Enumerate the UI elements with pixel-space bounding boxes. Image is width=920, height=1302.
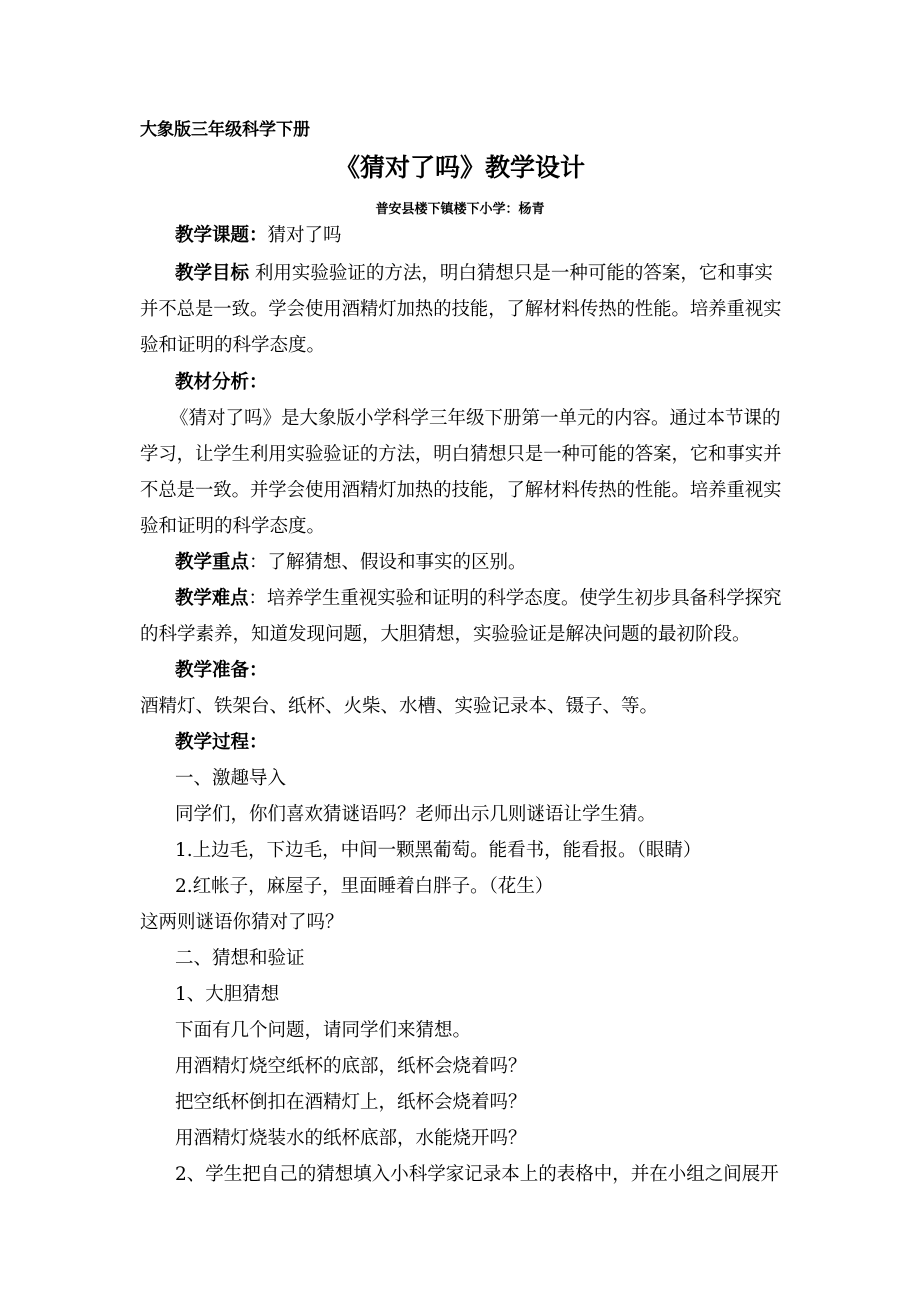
analysis-label: 教材分析： <box>175 372 268 393</box>
preparation-label: 教学准备： <box>175 660 268 681</box>
objective-text-1: 利用实验验证的方法，明白猜想只是一种可能的答案，它和事实 <box>254 263 773 284</box>
difficulty-label: 教学难点 <box>175 588 249 609</box>
process-label: 教学过程： <box>175 732 268 753</box>
key-point-line <box>175 551 527 575</box>
difficulty-text-1: ：培养学生重视实验和证明的科学态度。使学生初步具备科学探究 <box>248 588 782 609</box>
difficulty-line-1 <box>175 587 782 611</box>
difficulty-line-2: 的科学素养，知道发现问题，大胆猜想，实验验证是解决问题的最初阶段。 <box>140 624 751 645</box>
key-point-text: ：了解猜想、假设和事实的区别。 <box>249 552 527 573</box>
process-line: 把空纸杯倒扣在酒精灯上，纸杯会烧着吗？ <box>175 1092 527 1113</box>
process-line: 1.上边毛，下边毛，中间一颗黑葡萄。能看书，能看报。（眼睛） <box>175 840 702 861</box>
analysis-line-3: 不总是一致。并学会使用酒精灯加热的技能，了解材料传热的性能。培养重视实 <box>140 480 782 501</box>
analysis-line-4: 验和证明的科学态度。 <box>140 516 326 537</box>
process-line: 用酒精灯烧装水的纸杯底部，水能烧开吗？ <box>175 1128 527 1149</box>
document-title: 《猜对了吗》教学设计 <box>334 153 585 182</box>
process-line: 用酒精灯烧空纸杯的底部，纸杯会烧着吗？ <box>175 1056 527 1077</box>
topic-text: 猜对了吗 <box>267 225 342 246</box>
process-line: 2.红帐子，麻屋子，里面睡着白胖子。（花生） <box>175 876 554 897</box>
preparation-text: 酒精灯、铁架台、纸杯、火柴、水槽、实验记录本、镊子、等。 <box>140 696 659 717</box>
process-line: 2、学生把自己的猜想填入小科学家记录本上的表格中，并在小组之间展开 <box>175 1164 779 1185</box>
process-line: 一、激趣导入 <box>175 768 287 789</box>
analysis-line-1: 《猜对了吗》是大象版小学科学三年级下册第一单元的内容。通过本节课的 <box>170 408 781 429</box>
objective-line-3: 验和证明的科学态度。 <box>140 335 326 356</box>
key-point-label: 教学重点 <box>175 552 250 573</box>
analysis-line-2: 学习，让学生利用实验验证的方法，明白猜想只是一种可能的答案，它和事实并 <box>140 444 782 465</box>
objective-line-2: 并不总是一致。学会使用酒精灯加热的技能，了解材料传热的性能。培养重视实 <box>140 299 782 320</box>
process-line: 1、大胆猜想 <box>175 984 280 1005</box>
topic-label: 教学课题： <box>175 225 268 246</box>
process-line: 下面有几个问题，请同学们来猜想。 <box>175 1020 472 1041</box>
process-line: 这两则谜语你猜对了吗？ <box>140 912 344 933</box>
process-line: 同学们，你们喜欢猜谜语吗？老师出示几则谜语让学生猜。 <box>175 804 657 825</box>
process-line: 二、猜想和验证 <box>175 948 305 969</box>
document-header: 大象版三年级科学下册 <box>140 120 310 140</box>
objective-line-1 <box>175 262 773 286</box>
objective-label: 教学目标 <box>175 263 250 284</box>
topic-line <box>175 224 342 248</box>
author-line: 普安县楼下镇楼下小学：杨青 <box>375 202 545 217</box>
